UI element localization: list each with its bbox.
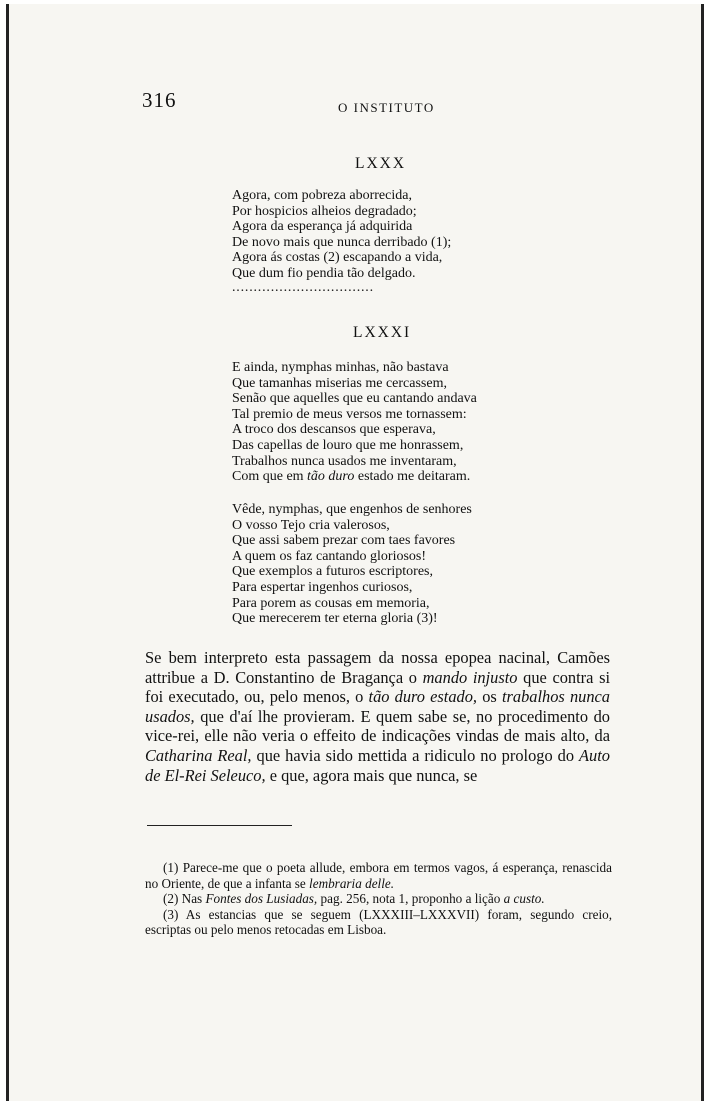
- prose-text: Se bem interpreto esta passagem da nossa epopea nacinal, Camões attribue a D. Constantino de Bragança o: [145, 648, 610, 687]
- verse-line: Que tamanhas miserias me cercassem,: [232, 375, 447, 391]
- footnotes: [145, 860, 612, 938]
- verse-line: Das capellas de louro que me honrassem,: [232, 437, 464, 453]
- footnote-text: pag. 256, nota 1, proponho a lição: [317, 891, 504, 907]
- verse-line: Trabalhos nunca usados me inventaram,: [232, 453, 457, 469]
- verse-line: Para espertar ingenhos curiosos,: [232, 579, 413, 595]
- prose-italic: Auto de El-Rei Seleuco,: [145, 745, 610, 785]
- verse-italic: tão duro: [307, 469, 355, 485]
- verse-line: Por hospicios alheios degradado;: [232, 203, 417, 219]
- prose-italic: mando injusto: [422, 667, 518, 687]
- verse-line: O vosso Tejo cria valerosos,: [232, 517, 390, 533]
- prose-italic: trabalhos nunca usados,: [145, 687, 610, 726]
- verse-line: De novo mais que nunca derribado (1);: [232, 234, 452, 250]
- stanza-lxxxi-b: [232, 502, 472, 627]
- page-number: 316: [142, 88, 177, 112]
- prose-text: que d'aí lhe provieram. E quem sabe se, no procedimento do vice-rei, elle não veria o effeito de indicações vindas de mais alto, da: [145, 706, 610, 746]
- footnote-1: [145, 860, 612, 891]
- prose-text: e que, agora mais que nunca, se: [265, 765, 478, 785]
- verse-line: Agora ás costas (2) escapando a vida,: [232, 250, 443, 266]
- body-paragraph: [145, 648, 610, 785]
- verse-line: Que dum fio pendia tão delgado.: [232, 265, 416, 281]
- prose-text: os: [477, 687, 502, 707]
- footnote-text: (2) Nas: [163, 891, 206, 907]
- prose-italic: tão duro estado,: [368, 687, 478, 707]
- verse-line: Para porem as cousas em memoria,: [232, 595, 430, 611]
- verse-line: [232, 469, 477, 485]
- verse-line: Agora da esperança já adquirida: [232, 219, 413, 235]
- verse-line: A quem os faz cantando gloriosos!: [232, 548, 427, 564]
- footnote-text: (1) Parece-me que o poeta allude, embora em termos vagos, á esperança, renascida no Oriente, de que a infanta se: [145, 860, 612, 891]
- stanza-title-lxxxi: LXXXI: [353, 324, 412, 341]
- verse-line: Agora, com pobreza aborrecida,: [232, 188, 412, 203]
- footnote-3: [145, 907, 612, 938]
- verse-text: estado me deitaram.: [354, 469, 471, 485]
- footnote-italic: Fontes dos Lusiadas,: [205, 891, 318, 907]
- prose-text: que havia sido mettida a ridiculo no prologo do: [251, 745, 580, 765]
- ellipsis-dots: .................................: [232, 280, 374, 295]
- verse-line: E ainda, nymphas minhas, não bastava: [232, 360, 449, 375]
- stanza-lxxxi-a: [232, 360, 477, 485]
- verse-line: Senão que aquelles que eu cantando andava: [232, 391, 477, 407]
- footnote-text: (3) As estancias que se seguem (LXXXIII–LXXXVII) foram, segundo creio, escriptas ou pelo menos retocadas em Lisboa.: [145, 906, 612, 938]
- prose-italic: Catharina Real,: [145, 745, 252, 765]
- verse-line: Que exemplos a futuros escriptores,: [232, 564, 433, 580]
- verse-line: Que merecerem ter eterna gloria (3)!: [232, 611, 438, 627]
- prose-text: que contra si foi executado, ou, pelo menos, o: [145, 667, 611, 707]
- verse-line: Que assi sabem prezar com taes favores: [232, 533, 456, 549]
- footnote-2: [145, 891, 612, 907]
- footnote-rule: [147, 825, 292, 826]
- stanza-lxxx: [232, 188, 451, 282]
- verse-line: A troco dos descansos que esperava,: [232, 422, 436, 438]
- running-head: O INSTITUTO: [338, 100, 435, 115]
- verse-text: Com que em: [232, 469, 308, 485]
- footnote-italic: lembraria delle.: [309, 875, 395, 891]
- verse-line: Vêde, nymphas, que engenhos de senhores: [232, 502, 472, 517]
- verse-line: Tal premio de meus versos me tornassem:: [232, 406, 467, 422]
- stanza-title-lxxx: LXXX: [355, 155, 407, 172]
- footnote-italic: a custo.: [503, 891, 545, 907]
